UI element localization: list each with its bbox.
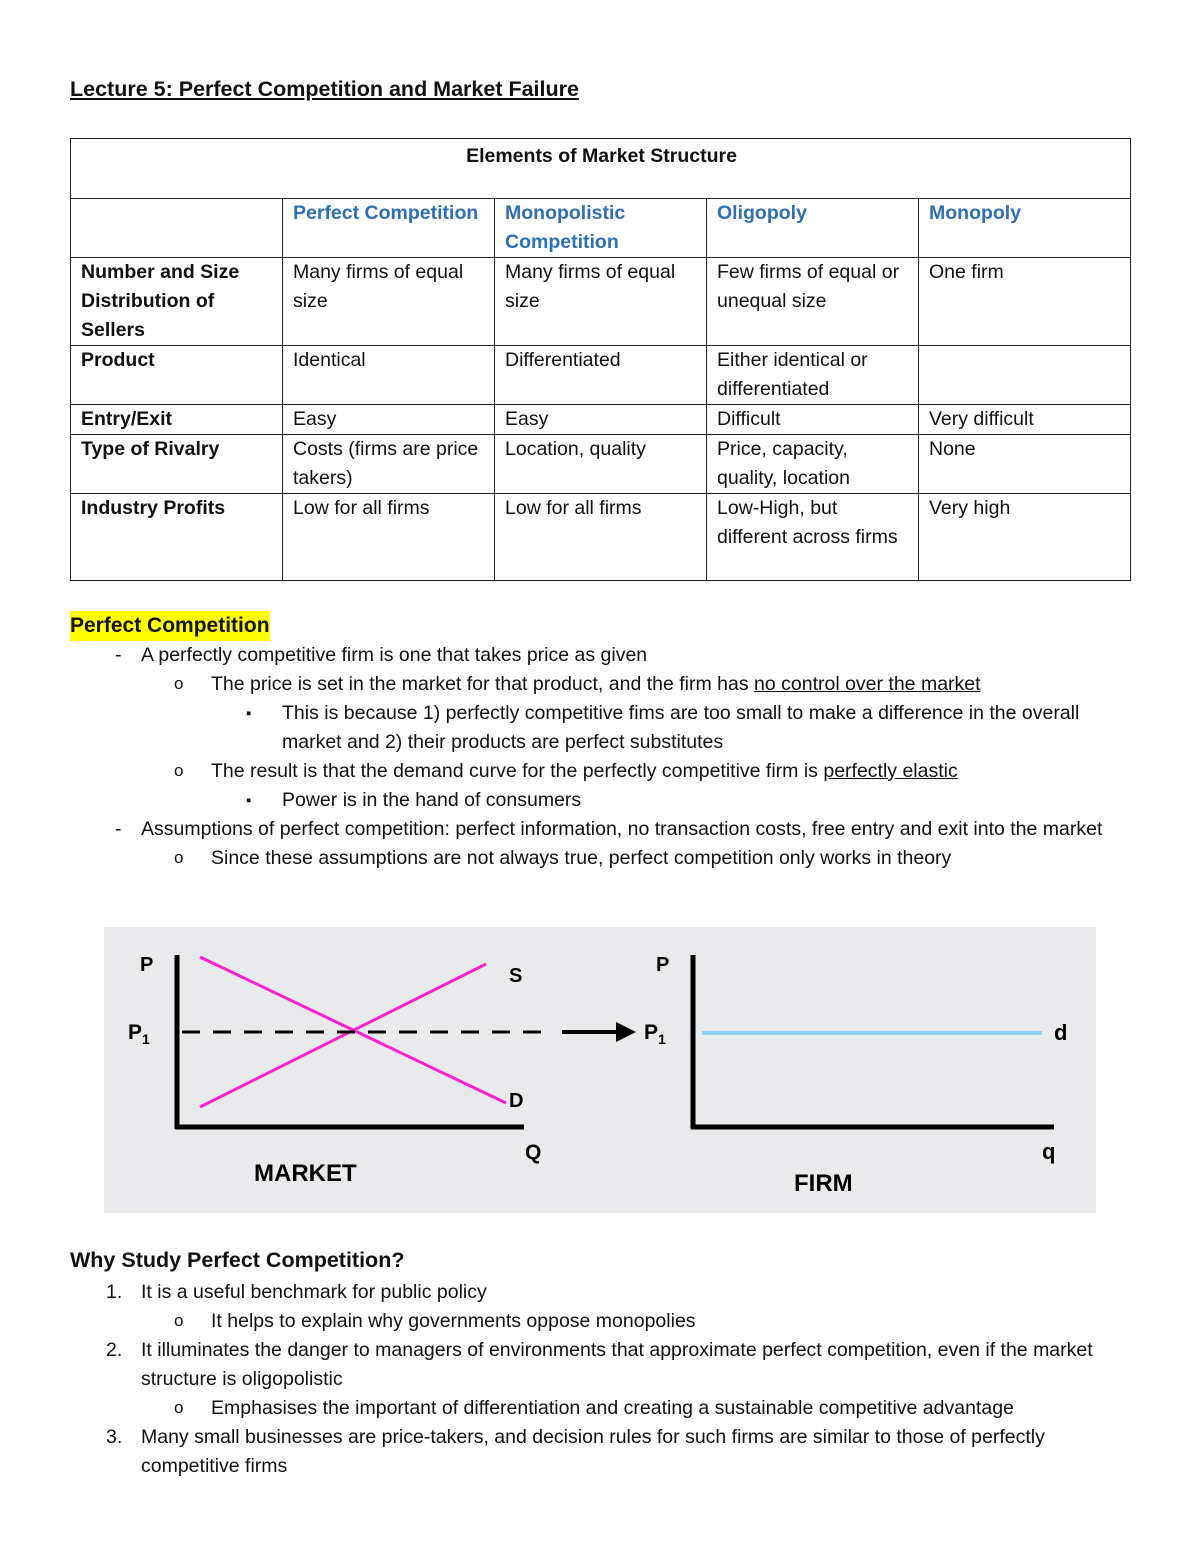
perfect-competition-list bbox=[70, 641, 1130, 873]
table-row bbox=[71, 346, 1131, 405]
table-title-row bbox=[71, 139, 1131, 199]
table-cell: Low for all firms bbox=[283, 494, 495, 581]
table-cell: Very high bbox=[919, 494, 1131, 581]
table-cell: None bbox=[919, 435, 1131, 494]
sub-list bbox=[141, 1394, 1130, 1423]
diagram-svg bbox=[104, 927, 1096, 1213]
market-caption: MARKET bbox=[254, 1160, 357, 1187]
list-item bbox=[70, 757, 1130, 815]
row-label: Industry Profits bbox=[71, 494, 283, 581]
sub-list bbox=[141, 1307, 1130, 1336]
list-item-text: It illuminates the danger to managers of environments that approximate perfect competition, even if the market structure is oligopolistic bbox=[141, 1339, 1093, 1390]
table-row bbox=[71, 494, 1131, 581]
table-cell: Differentiated bbox=[495, 346, 707, 405]
supply-label: S bbox=[509, 965, 523, 987]
table-cell: Low-High, but different across firms bbox=[707, 494, 919, 581]
market-y-axis-label: P bbox=[140, 954, 154, 976]
list-item-text: Many small businesses are price-takers, and decision rules for such firms are similar to those of perfectly competitive firms bbox=[141, 1426, 1045, 1477]
table-cell: Easy bbox=[495, 405, 707, 435]
table-cell: Many firms of equal size bbox=[283, 258, 495, 346]
table-cell: One firm bbox=[919, 258, 1131, 346]
bullet-text: The price is set in the market for that product, and the firm has bbox=[211, 673, 755, 695]
sub-sub-list bbox=[211, 699, 1130, 757]
table-cell: Costs (firms are price takers) bbox=[283, 435, 495, 494]
row-label: Entry/Exit bbox=[71, 405, 283, 435]
table-cell: Low for all firms bbox=[495, 494, 707, 581]
document-page bbox=[70, 72, 1130, 873]
column-header-perfect-competition: Perfect Competition bbox=[283, 199, 495, 258]
table-cell: Difficult bbox=[707, 405, 919, 435]
bullet-text: The result is that the demand curve for the perfectly competitive firm is bbox=[211, 760, 824, 782]
sub-list bbox=[141, 670, 1130, 815]
market-supply-curve bbox=[200, 964, 486, 1107]
table-title: Elements of Market Structure bbox=[71, 139, 1131, 199]
table-cell: Many firms of equal size bbox=[495, 258, 707, 346]
column-header-monopolistic-competition: Monopolistic Competition bbox=[495, 199, 707, 258]
column-header-monopoly: Monopoly bbox=[919, 199, 1131, 258]
list-item: ▪ This is because 1) perfectly competitive fims are too small to make a difference in the overall market and 2) their products are perfect substitutes bbox=[70, 699, 1130, 757]
demand-label: D bbox=[509, 1090, 524, 1112]
table-cell: Few firms of equal or unequal size bbox=[707, 258, 919, 346]
list-item bbox=[70, 1336, 1130, 1423]
table-cell: Identical bbox=[283, 346, 495, 405]
bullet-text: Assumptions of perfect competition: perfect information, no transaction costs, free entry and exit into the market bbox=[141, 818, 1103, 840]
table-cell bbox=[919, 346, 1131, 405]
list-item: ▪ Power is in the hand of consumers bbox=[70, 786, 1130, 815]
firm-demand-label: d bbox=[1054, 1020, 1068, 1045]
row-label: Number and Size Distribution of Sellers bbox=[71, 258, 283, 346]
why-study-heading: Why Study Perfect Competition? bbox=[70, 1248, 405, 1272]
list-item bbox=[70, 641, 1130, 815]
table-row bbox=[71, 405, 1131, 435]
column-header-oligopoly: Oligopoly bbox=[707, 199, 919, 258]
firm-y-axis-label: P bbox=[656, 954, 670, 976]
table-row bbox=[71, 435, 1131, 494]
market-price-label: $P_1$ bbox=[128, 1021, 150, 1047]
firm-caption: FIRM bbox=[794, 1170, 853, 1197]
table-header-row bbox=[71, 199, 1131, 258]
market-x-axis-label: Q bbox=[525, 1141, 542, 1164]
perfect-competition-heading: Perfect Competition bbox=[70, 611, 270, 641]
document-title: Lecture 5: Perfect Competition and Market Failure bbox=[70, 77, 579, 101]
table-row bbox=[71, 258, 1131, 346]
table-cell: Price, capacity, quality, location bbox=[707, 435, 919, 494]
row-label: Type of Rivalry bbox=[71, 435, 283, 494]
firm-x-axis-label: q bbox=[1042, 1139, 1056, 1164]
market-structure-table bbox=[70, 138, 1131, 581]
underlined-text: no control over the market bbox=[754, 673, 981, 695]
list-item bbox=[70, 670, 1130, 757]
sub-sub-list bbox=[211, 786, 1130, 815]
list-item-text: It is a useful benchmark for public policy bbox=[141, 1281, 487, 1303]
list-item bbox=[70, 815, 1130, 873]
table-cell: Easy bbox=[283, 405, 495, 435]
list-item bbox=[70, 1278, 1130, 1336]
market-firm-diagram bbox=[104, 927, 1096, 1213]
bullet-text: A perfectly competitive firm is one that takes price as given bbox=[141, 644, 648, 666]
underlined-text: perfectly elastic bbox=[823, 760, 958, 782]
table-cell: Very difficult bbox=[919, 405, 1131, 435]
table-cell: Either identical or differentiated bbox=[707, 346, 919, 405]
list-number: 1. bbox=[106, 1281, 123, 1303]
table-header-empty bbox=[71, 199, 283, 258]
list-item: o It helps to explain why governments oppose monopolies bbox=[70, 1307, 1130, 1336]
sub-list bbox=[141, 844, 1130, 873]
list-number: 2. bbox=[106, 1339, 123, 1361]
why-study-list bbox=[70, 1278, 1130, 1481]
list-item: o Emphasises the important of differentiation and creating a sustainable competitive advantage bbox=[70, 1394, 1130, 1423]
arrow-head-icon bbox=[616, 1022, 636, 1042]
table-cell: Location, quality bbox=[495, 435, 707, 494]
firm-price-label: $P_1$ bbox=[644, 1021, 666, 1047]
list-item: o Since these assumptions are not always true, perfect competition only works in theory bbox=[70, 844, 1130, 873]
list-number: 3. bbox=[106, 1426, 123, 1448]
list-item bbox=[70, 1423, 1130, 1481]
row-label: Product bbox=[71, 346, 283, 405]
